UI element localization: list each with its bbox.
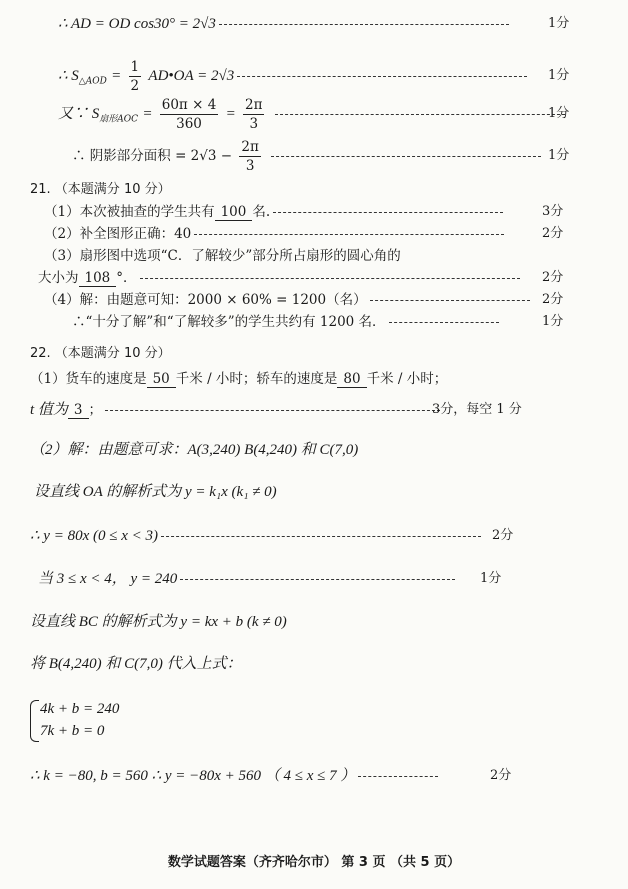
q22-heading: 22. （本题满分 10 分） — [30, 346, 171, 361]
ad-line: ∴ AD = OD cos30° = 2√3 — [58, 14, 512, 34]
q22-substitute: 将 B(4,240) 和 C(7,0) 代入上式： — [30, 656, 242, 672]
q22-oa-score: 2分 — [492, 528, 514, 543]
q21-part3: （3）扇形图中选项“C．了解较少”部分所占扇形的圆心角的 — [44, 248, 401, 264]
q21-part5-score: 1分 — [542, 314, 564, 329]
q21-heading: 21. （本题满分 10 分） — [30, 182, 171, 197]
shaded-area-line: ∴ 阴影部分面积 = 2√3 − $\frac{2\pi}{3}$ — [72, 136, 544, 176]
q21-part3-score: 2分 — [542, 270, 564, 285]
q21-part4-score: 2分 — [542, 292, 564, 307]
q22-part1-score: 3分，每空 1 分 — [432, 402, 522, 417]
q22-oa-def: 设直线 OA 的解析式为 y = k₁x (k₁ ≠ 0) — [34, 484, 277, 500]
q22-t-value: t 值为 3 ； — [30, 400, 443, 420]
area-aod-line: ∴ $S_{\triangle AOD}$ = $\frac{1}{2}$ AD•OA = 2√3 — [58, 56, 530, 102]
q22-bc-result: ∴ k = −80, b = 560 ∴ y = −80x + 560 （ 4 ≤ x ≤ 7 ） — [30, 766, 441, 786]
q21-part5: ∴“十分了解”和“了解较多”的学生共约有 1200 名． — [72, 312, 502, 332]
q22-part2: （2）解：由题意可求：A(3,240) B(4,240) 和 C(7,0) — [30, 442, 359, 458]
q21-part1-score: 3分 — [542, 204, 564, 219]
q22-system-eq2: 7k + b = 0 — [40, 723, 105, 739]
sector-area-score: 1分 — [548, 106, 570, 121]
shaded-area-score: 1分 — [548, 148, 570, 163]
area-aod-score: 1分 — [548, 68, 570, 83]
q21-part2: （2）补全图形正确：40 — [44, 224, 507, 244]
sector-area-line: 又∵ $S_{扇形AOC}$ = $\frac{60\pi \times 4}{360}$ = $\frac{2\pi}{3}$ — [58, 94, 568, 140]
q21-part4: （4）解：由题意可知：2000 × 60% = 1200（名） — [44, 290, 533, 310]
q22-bc-score: 2分 — [490, 768, 512, 783]
q22-system-eq1: 4k + b = 240 — [40, 701, 120, 717]
q22-oa-eq: ∴ y = 80x (0 ≤ x < 3) — [30, 526, 484, 546]
system-brace — [30, 700, 39, 742]
q21-part1: （1）本次被抽查的学生共有 100 名. — [44, 202, 506, 222]
q22-bc-def: 设直线 BC 的解析式为 y = kx + b (k ≠ 0) — [30, 614, 287, 630]
ad-score: 1分 — [548, 16, 570, 31]
q22-ab-score: 1分 — [480, 571, 502, 586]
q21-part3b: 大小为 108 °． — [38, 268, 523, 288]
page-footer: 数学试题答案（齐齐哈尔市） 第 3 页 （共 5 页） — [167, 855, 461, 870]
q22-ab-segment: 当 3 ≤ x < 4， y = 240 — [38, 569, 458, 589]
q22-part1: （1）货车的速度是 50 千米 / 小时；轿车的速度是 80 千米 / 小时； — [30, 371, 448, 387]
q21-part2-score: 2分 — [542, 226, 564, 241]
